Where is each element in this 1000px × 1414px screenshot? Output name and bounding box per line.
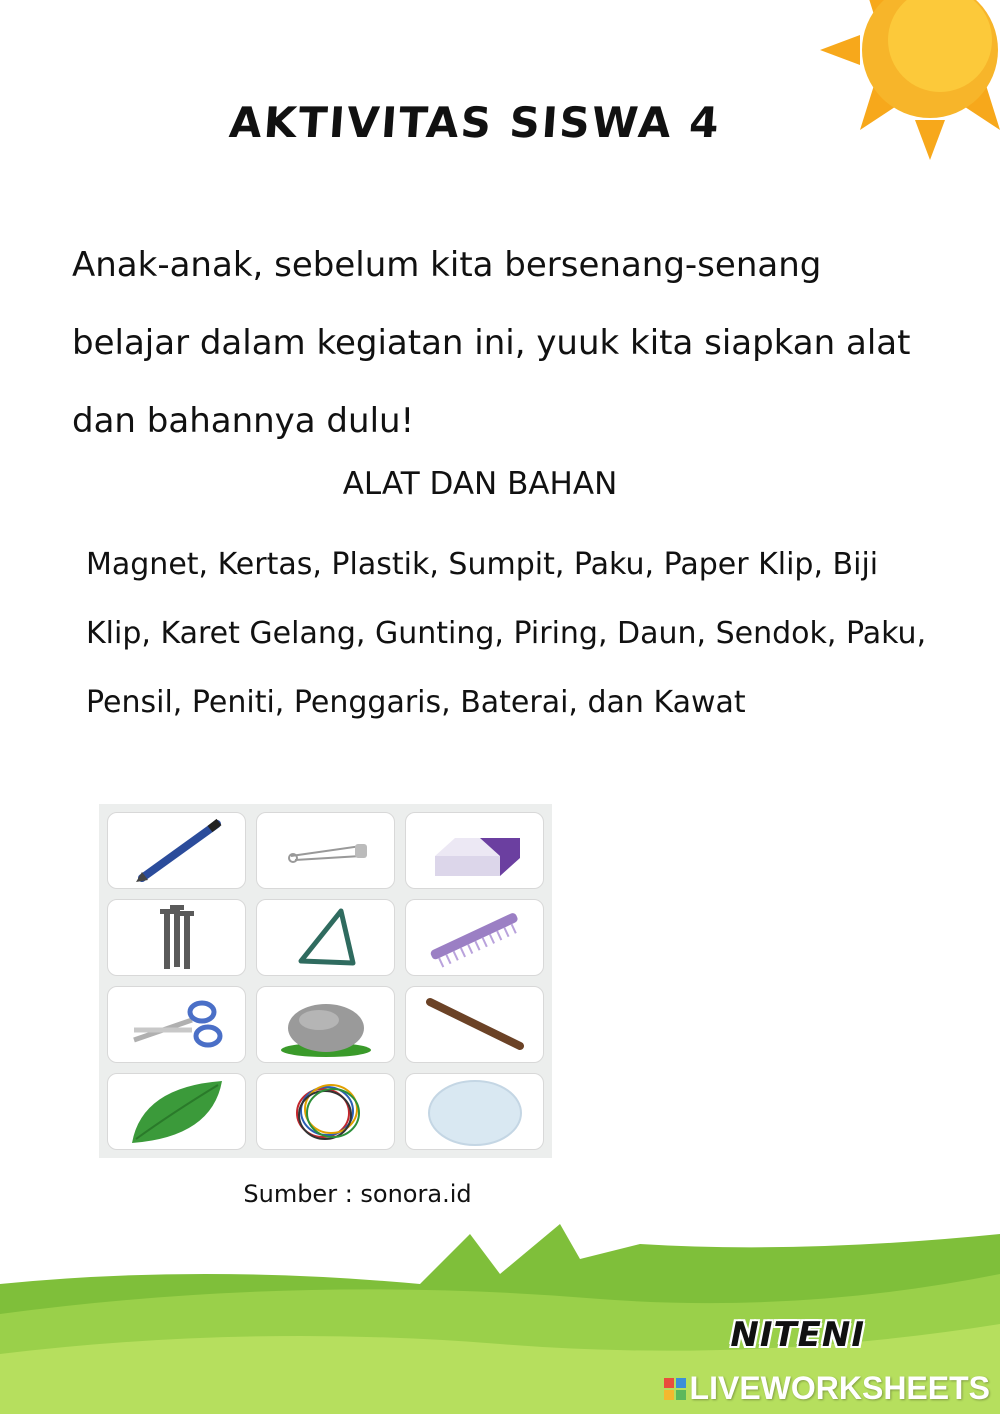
intro-paragraph: Anak-anak, sebelum kita bersenang-senang belajar dalam kegiatan ini, yuuk kita siapkan alat dan bahannya dulu! — [72, 245, 911, 441]
stone-icon — [256, 986, 395, 1063]
nails-icon — [107, 899, 246, 976]
wooden-stick-icon — [405, 986, 544, 1063]
eraser-icon — [405, 812, 544, 889]
scissors-icon — [107, 986, 246, 1063]
wire-icon — [256, 899, 395, 976]
materials-list: Magnet, Kertas, Plastik, Sumpit, Paku, Paper Klip, Biji Klip, Karet Gelang, Gunting, Piring, Daun, Sendok, Paku, Pensil, Peniti, Penggaris, Baterai, dan Kawat — [86, 547, 927, 720]
leaf-icon — [107, 1073, 246, 1150]
page-title: AKTIVITAS SISWA 4 — [227, 98, 723, 147]
comb-icon — [405, 899, 544, 976]
image-source: Sumber : sonora.id — [243, 1180, 472, 1208]
watermark-text: LIVEWORKSHEETS — [689, 1370, 990, 1406]
plate-icon — [405, 1073, 544, 1150]
rubber-bands-icon — [256, 1073, 395, 1150]
safety-pin-icon — [256, 812, 395, 889]
materials-image — [99, 804, 552, 1158]
pencil-icon — [107, 812, 246, 889]
brand-label: NITENI — [730, 1315, 865, 1355]
liveworksheets-watermark — [664, 1370, 990, 1407]
liveworksheets-logo-icon — [664, 1378, 686, 1400]
section-title: ALAT DAN BAHAN — [342, 466, 618, 502]
